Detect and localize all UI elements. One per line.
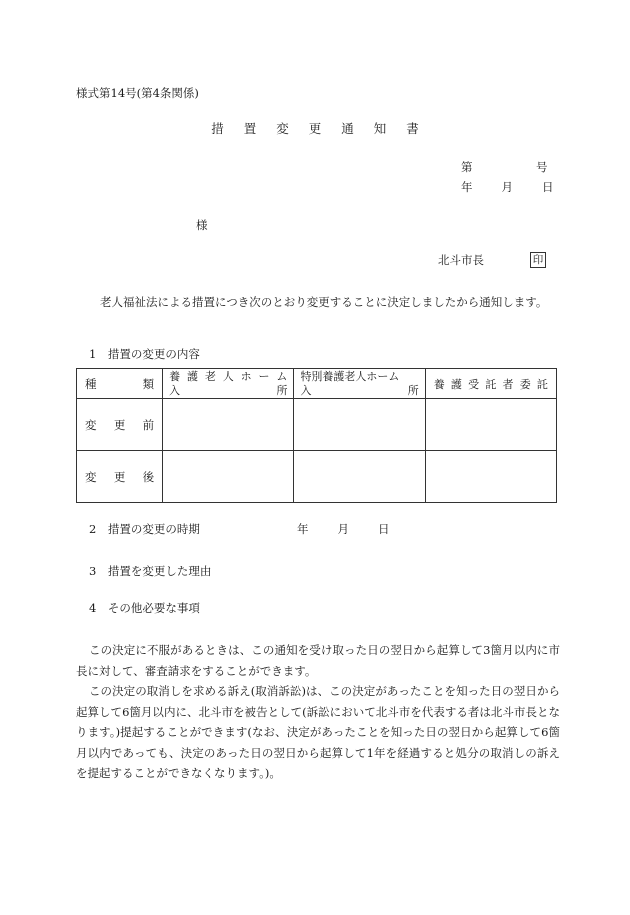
header-nursing-home-char: ー — [258, 369, 270, 383]
header-special-nursing-home-enter: 入 — [300, 383, 312, 397]
table-cell — [425, 399, 556, 451]
header-special-nursing-home-label: 特別養護老人ホーム — [300, 369, 400, 383]
table-cell — [294, 451, 425, 503]
header-nursing-home-char: ホ — [240, 369, 252, 383]
section-1-heading: 1 措置の変更の内容 — [89, 347, 200, 361]
header-foster-care-char: 受 — [468, 377, 480, 391]
row-label-before-char: 変 — [85, 417, 97, 432]
row-label-before-char: 前 — [142, 417, 155, 432]
table-row — [77, 451, 557, 503]
header-special-nursing-home-place: 所 — [407, 383, 419, 397]
table-header-row — [77, 369, 557, 399]
seal-mark: 印 — [530, 252, 546, 268]
row-label-after-char: 更 — [113, 469, 126, 484]
header-foster-care-char: 託 — [485, 377, 497, 391]
document-date: 年 月 日 — [461, 180, 556, 194]
change-date: 年 月 日 — [297, 522, 392, 536]
header-special-nursing-home — [294, 369, 425, 399]
header-foster-care-char: 養 — [433, 377, 445, 391]
header-foster-care-char: 護 — [450, 377, 462, 391]
form-number: 様式第14号(第4条関係) — [76, 86, 199, 100]
row-label-after-char: 変 — [85, 469, 97, 484]
header-foster-care-char: 委 — [519, 377, 531, 391]
section-4-heading: 4 その他必要な事項 — [89, 601, 200, 615]
header-nursing-home-char: 老 — [204, 369, 216, 383]
table-cell — [294, 399, 425, 451]
header-foster-care-char: 者 — [502, 377, 514, 391]
header-foster-care — [425, 369, 556, 399]
header-nursing-home-place: 所 — [276, 383, 288, 397]
row-label-before — [77, 399, 163, 451]
table-cell — [425, 451, 556, 503]
header-nursing-home-char: 人 — [222, 369, 234, 383]
header-nursing-home-char: ム — [276, 369, 288, 383]
header-nursing-home — [163, 369, 294, 399]
header-foster-care-char: 託 — [536, 377, 548, 391]
header-kind — [77, 369, 163, 399]
section-2-heading: 2 措置の変更の時期 — [89, 522, 200, 536]
addressee-suffix: 様 — [196, 218, 208, 232]
document-number: 第 号 — [461, 160, 549, 174]
row-label-after — [77, 451, 163, 503]
appeal-notice-paragraph: この決定に不服があるときは、この通知を受け取った日の翌日から起算して3箇月以内に市長に対して、審査請求をすることができます。 — [76, 643, 560, 678]
header-kind-char: 類 — [142, 376, 155, 391]
header-kind-char: 種 — [85, 376, 97, 391]
table-row — [77, 399, 557, 451]
header-nursing-home-char: 護 — [187, 369, 199, 383]
issuer-name: 北斗市長 — [438, 253, 484, 267]
header-nursing-home-char: 養 — [169, 369, 181, 383]
document-title: 措置変更通知書 — [211, 121, 439, 136]
row-label-before-char: 更 — [113, 417, 126, 432]
row-label-after-char: 後 — [142, 469, 155, 484]
lawsuit-notice-paragraph: この決定の取消しを求める訴え(取消訴訟)は、この決定があったことを知った日の翌日から起算して6箇月以内に、北斗市を被告として(訴訟において北斗市を代表する者は北斗市長となります。)提起することができます(なお、決定があったことを知った日の翌日から起算して6箇月以内であっても、決定のあった日の翌日から起算して1年を経過すると処分の取消しの訴えを提起することができなくなります。)。 — [76, 684, 560, 780]
table-cell — [163, 451, 294, 503]
header-nursing-home-enter: 入 — [169, 383, 181, 397]
change-details-table — [76, 368, 557, 503]
table-cell — [163, 399, 294, 451]
intro-paragraph: 老人福祉法による措置につき次のとおり変更することに決定しましたから通知します。 — [100, 295, 548, 309]
section-3-heading: 3 措置を変更した理由 — [89, 564, 212, 578]
